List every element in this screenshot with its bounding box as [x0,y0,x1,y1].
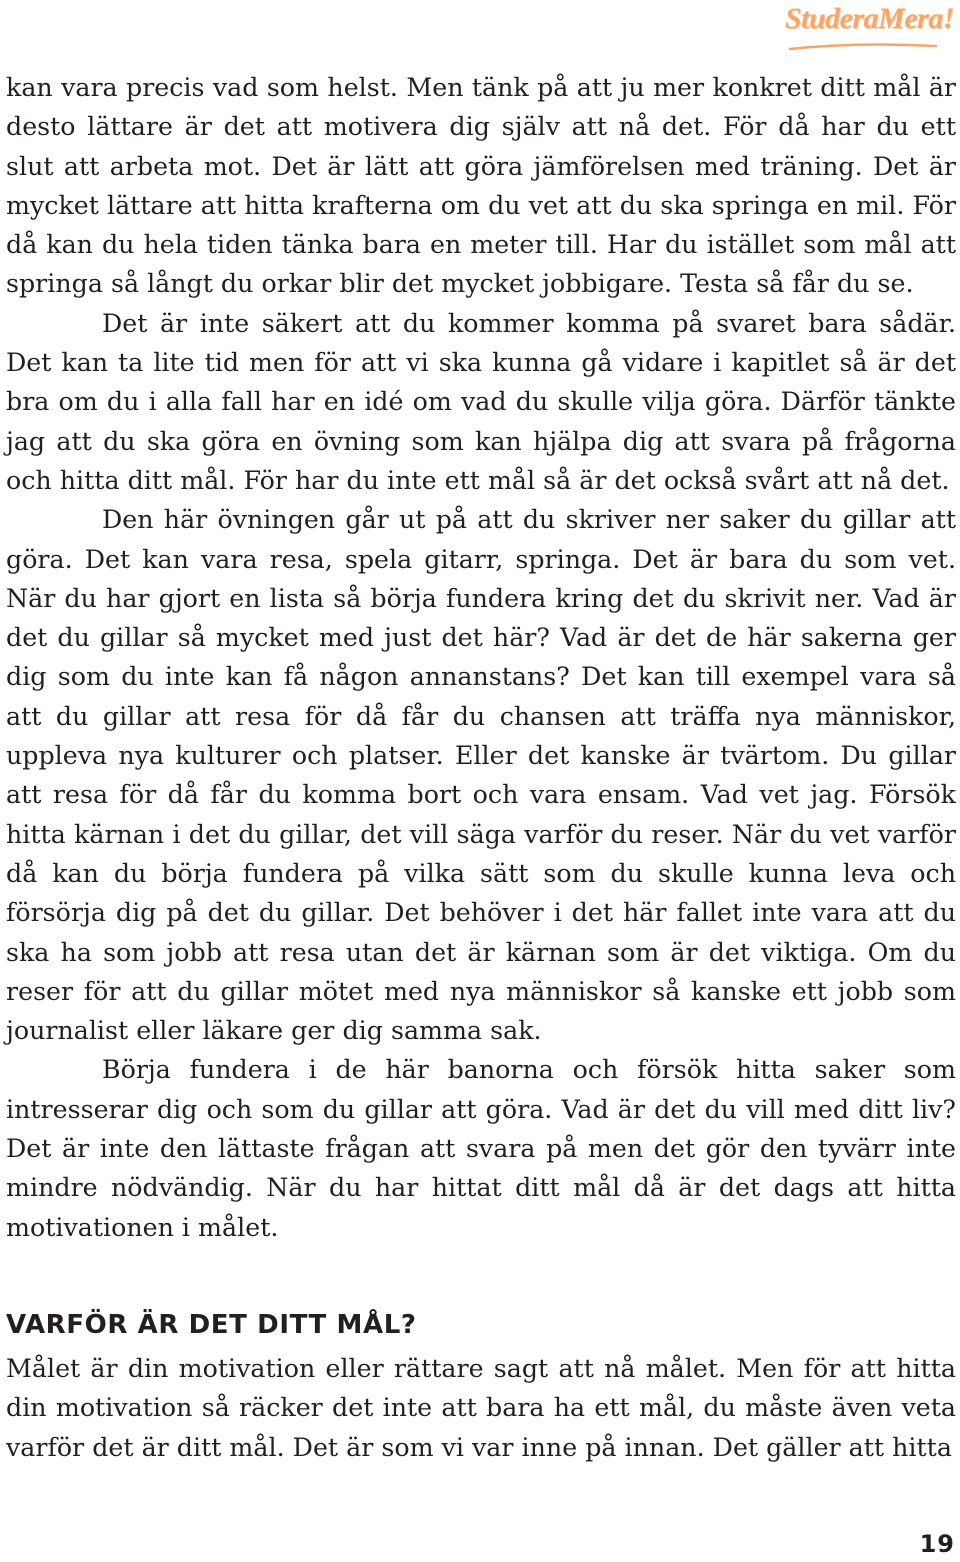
page-number: 19 [919,1530,955,1558]
paragraph: Den här övningen går ut på att du skriver ner saker du gillar att göra. Det kan vara resa, spela gitarr, springa. Det är bara du som vet. När du har gjort en lista så börja fundera kring det du skrivit ner. Vad är det du gillar så mycket med just det här? Vad är det de här sakerna ger dig som du inte kan få någon annanstans? Det kan till exempel vara så att du gillar att resa för då får du chansen att träffa nya människor, uppleva nya kulturer och platser. Eller det kanske är tvärtom. Du gillar att resa för då får du komma bort och vara ensam. Vad vet jag. Försök hitta kärnan i det du gillar, det vill säga varför du reser. När du vet varför då kan du börja fundera på vilka sätt som du skulle kunna leva och försörja dig på det du gillar. Det behöver i det här fallet inte vara att du ska ha som jobb att resa utan det är kärnan som är det viktiga. Om du reser för att du gillar mötet med nya människor så kanske ett jobb som journalist eller läkare ger dig samma sak. [6,505,956,1046]
section-paragraph: Målet är din motivation eller rättare sagt att nå målet. Men för att hitta din motivation så räcker det inte att bara ha ett mål, du måste även veta varför det är ditt mål. Det är som vi var inne på innan. Det gäller att hitta [6,1353,956,1462]
section-heading: VARFÖR ÄR DET DITT MÅL? [6,1309,417,1340]
logo-swoosh-icon [788,40,938,52]
studeramera-logo: StuderaMera! [784,2,954,35]
paragraph: Det är inte säkert att du kommer komma på svaret bara sådär. Det kan ta lite tid men för att vi ska kunna gå vidare i kapitlet så är det bra om du i alla fall har en idé om vad du skulle vilja göra. Därför tänkte jag att du ska göra en övning som kan hjälpa dig att svara på frågorna och hitta ditt mål. För har du inte ett mål så är det också svårt att nå det. [6,308,956,495]
paragraph-continued: kan vara precis vad som helst. Men tänk på att ju mer konkret ditt mål är desto lättare är det att motivera dig själv att nå det. För då har du ett slut att arbeta mot. Det är lätt att göra jämförelsen med träning. Det är mycket lättare att hitta krafterna om du vet att du ska springa en mil. För då kan du hela tiden tänka bara en meter till. Har du istället som mål att springa så långt du orkar blir det mycket jobbigare. Testa så får du se. [6,73,956,299]
paragraph: Börja fundera i de här banorna och försök hitta saker som intresserar dig och som du gillar att göra. Vad är det du vill med ditt liv? Det är inte den lättaste frågan att svara på men det gör den tyvärr inte mindre nödvändig. När du har hittat ditt mål då är det dags att hitta motivationen i målet. [6,1055,956,1242]
page-content [6,68,956,1467]
